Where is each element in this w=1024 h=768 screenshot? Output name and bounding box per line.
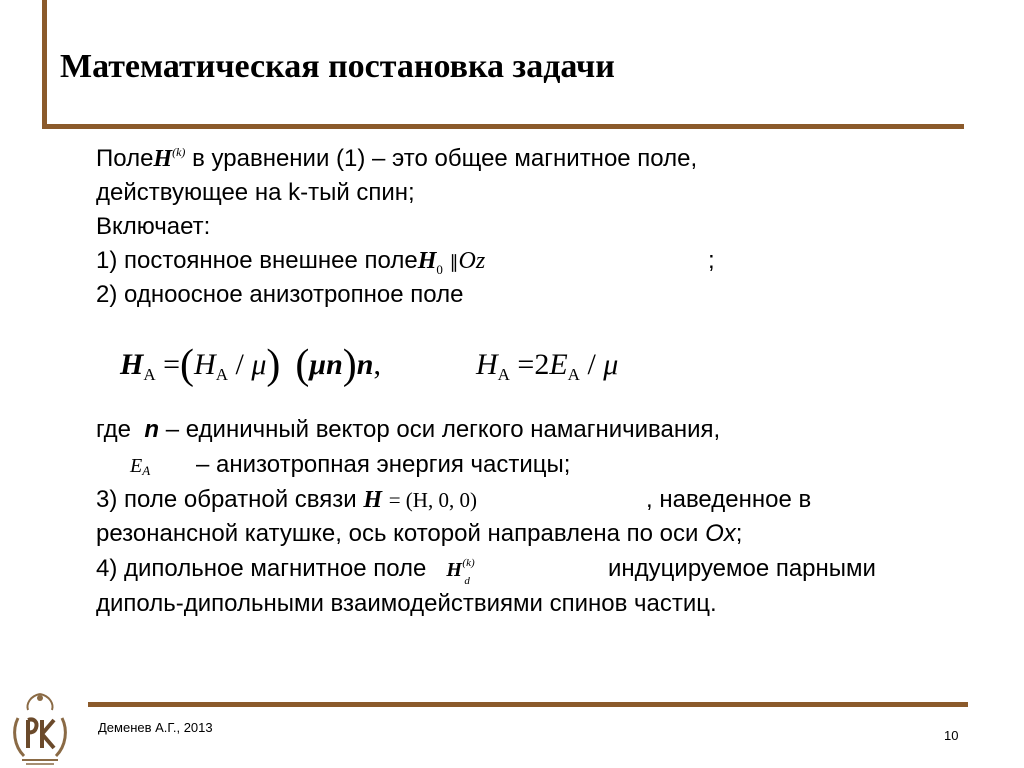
- title-underline-rule: [42, 124, 964, 129]
- paragraph-field-acting: действующее на k-тый спин;: [96, 179, 415, 206]
- n-symbol: n: [144, 416, 160, 443]
- where-n-line: где n – единичный вектор оси легкого намагничивания,: [96, 416, 721, 443]
- university-logo-icon: [4, 690, 76, 766]
- paragraph-field-intro: ПолеH$^{(k)}$ в уравнении (1) – это общее магнитное поле,: [96, 145, 698, 172]
- page-number: 10: [944, 728, 959, 743]
- item-feedback-field-line2: резонансной катушке, ось которой направлена по оси Ox;: [96, 520, 743, 547]
- paragraph-includes: Включает:: [96, 213, 211, 240]
- field-symbol-H: H: [153, 146, 173, 172]
- item-dipole-field-line2: диполь-дипольными взаимодействиями спинов частиц.: [96, 590, 717, 617]
- item-uniaxial-field: 2) одноосное анизотропное поле: [96, 281, 464, 308]
- where-EA-line: EA – анизотропная энергия частицы;: [130, 451, 571, 478]
- item-dipole-field: 4) дипольное магнитное поле H (k) d индуцируемое парными: [96, 555, 876, 587]
- item-feedback-field: 3) поле обратной связи H = (H, 0, 0) , наведенное в: [96, 486, 812, 513]
- page-title: Математическая постановка задачи: [60, 48, 615, 85]
- footer-rule: [88, 702, 968, 707]
- anisotropy-formula: $H_A =(H_A / \mu)$ (μn)n, $H_A =2E_A / \mu$: [120, 342, 619, 388]
- footer-author: Деменев А.Г., 2013: [98, 720, 213, 735]
- item-external-field: 1) постоянное внешнее полеH$_0$ ∥Oz ;: [96, 247, 715, 277]
- frame-left-border: [42, 0, 47, 128]
